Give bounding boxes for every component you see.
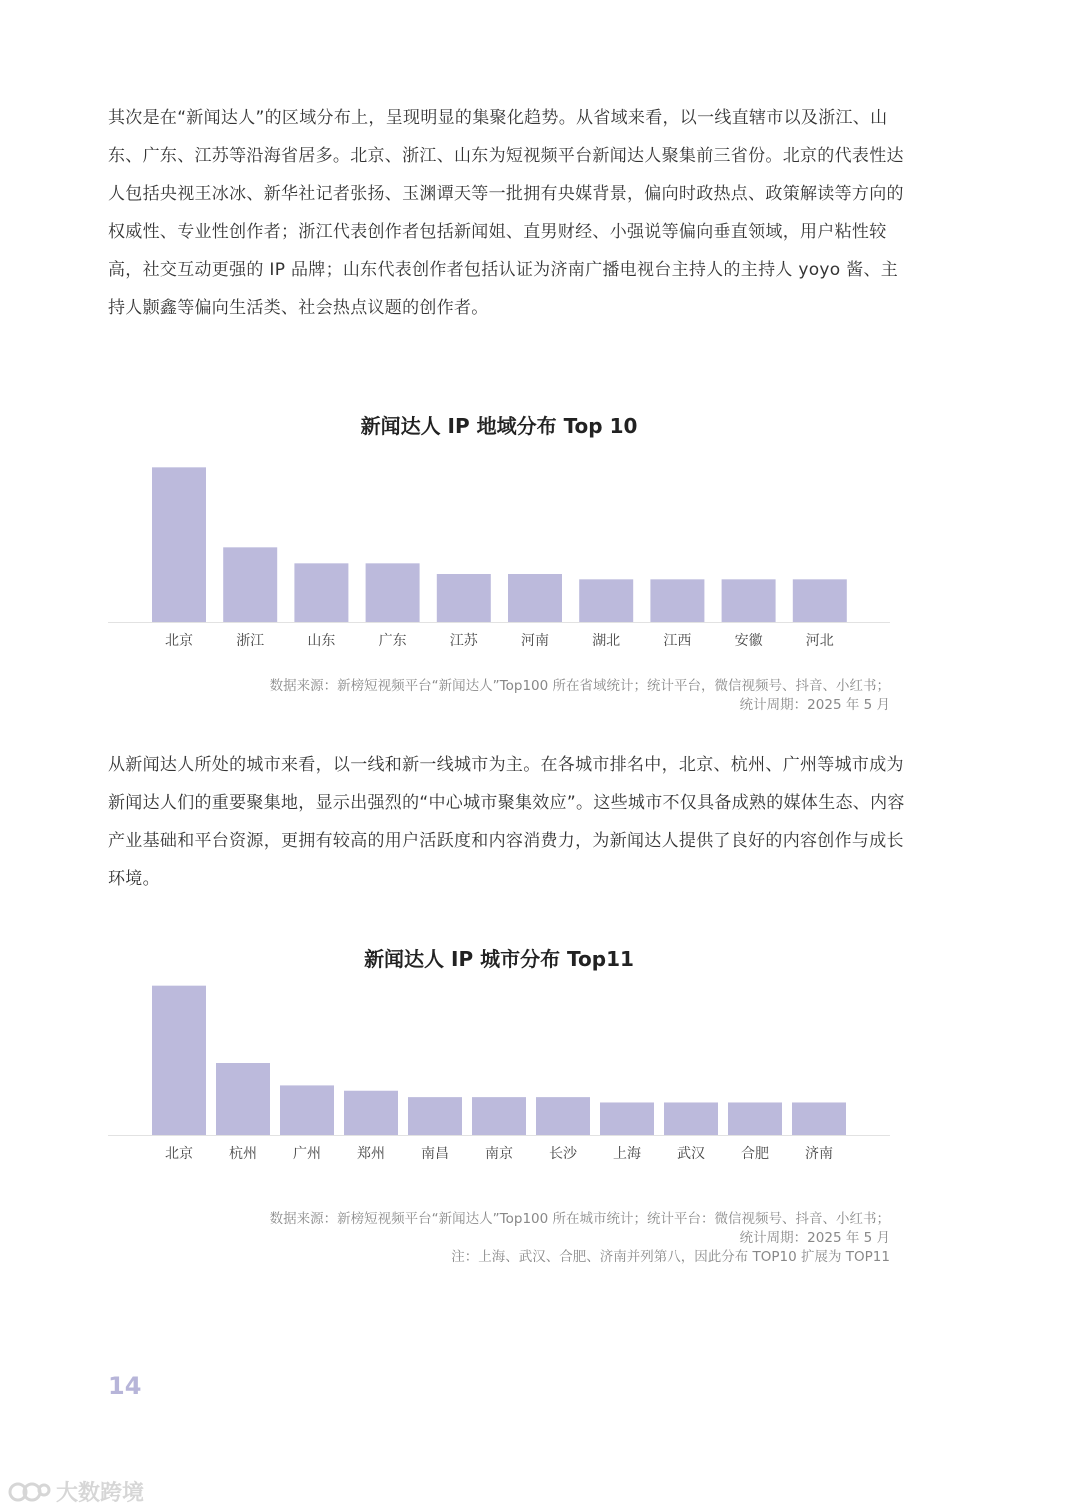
bar-上海 (600, 1102, 654, 1135)
x-tick-label: 北京 (165, 633, 193, 649)
bar-济南 (792, 1102, 846, 1135)
bar-江西 (650, 579, 704, 622)
x-tick-label: 湖北 (592, 633, 621, 649)
bar-广州 (280, 1085, 334, 1135)
x-tick-label: 郑州 (357, 1146, 385, 1162)
x-tick-label: 江苏 (449, 633, 478, 649)
x-tick-label: 江西 (663, 633, 692, 649)
bar-广东 (366, 563, 420, 622)
x-tick-label: 南昌 (421, 1146, 449, 1162)
bar-湖北 (579, 579, 633, 622)
body-paragraph-1: 其次是在“新闻达人”的区域分布上，呈现明显的集聚化趋势。从省域来看，以一线直辖市以及浙江、山东、广东、江苏等沿海省居多。北京、浙江、山东为短视频平台新闻达人聚集前三省份。北京的代表性达人包括央视王冰冰、新华社记者张扬、玉渊谭天等一批拥有央媒背景，偏向时政热点、政策解读等方向的权威性、专业性创作者；浙江代表创作者包括新闻姐、直男财经、小强说等偏向垂直领域，用户粘性较高，社交互动更强的 IP 品牌；山东代表创作者包括认证为济南广播电视台主持人的主持人 yoyo 酱、主持人颢鑫等偏向生活类、社会热点议题的创作者。 (108, 108, 904, 318)
x-tick-label: 河北 (805, 633, 834, 649)
bar-江苏 (437, 574, 491, 622)
x-tick-label: 浙江 (236, 633, 265, 649)
bar-南昌 (408, 1097, 462, 1135)
bar-武汉 (664, 1102, 718, 1135)
x-tick-label: 广州 (293, 1146, 321, 1162)
bar-河南 (508, 574, 562, 622)
body-paragraph-2: 从新闻达人所处的城市来看，以一线和新一线城市为主。在各城市排名中，北京、杭州、广州等城市成为新闻达人们的重要聚集地，显示出强烈的“中心城市聚集效应”。这些城市不仅具备成熟的媒体生态、内容产业基础和平台资源，更拥有较高的用户活跃度和内容消费力，为新闻达人提供了良好的内容创作与成长环境。 (108, 755, 905, 889)
bar-安徽 (722, 579, 776, 622)
bar-山东 (294, 563, 348, 622)
chart-source-city (270, 1210, 890, 1267)
watermark (8, 1476, 144, 1507)
bar-河北 (793, 579, 847, 622)
x-tick-label: 合肥 (741, 1146, 769, 1162)
bar-南京 (472, 1097, 526, 1135)
province-bar-chart (108, 462, 890, 652)
bar-长沙 (536, 1097, 590, 1135)
source-line: 数据来源：新榜短视频平台“新闻达人”Top100 所在省域统计；统计平台，微信视频号、抖音、小红书； (269, 678, 890, 694)
x-tick-label: 北京 (165, 1146, 193, 1162)
page-number: 14 (108, 1372, 142, 1400)
x-tick-label: 山东 (307, 633, 336, 649)
bar-杭州 (216, 1063, 270, 1135)
chart-title-province: 新闻达人 IP 地域分布 Top 10 (360, 414, 638, 438)
x-tick-label: 武汉 (677, 1146, 705, 1162)
source-line: 统计周期：2025 年 5 月 (739, 1230, 890, 1246)
city-bar-chart (108, 975, 890, 1165)
chart-source-province (270, 677, 890, 715)
x-tick-label: 安徽 (734, 633, 763, 649)
x-tick-label: 济南 (805, 1146, 833, 1162)
bar-合肥 (728, 1102, 782, 1135)
x-tick-label: 河南 (521, 633, 549, 649)
watermark-logo-icon (8, 1480, 52, 1504)
watermark-text: 大数跨境 (56, 1481, 145, 1506)
bar-郑州 (344, 1091, 398, 1135)
x-tick-label: 杭州 (229, 1146, 257, 1162)
x-tick-label: 上海 (613, 1146, 641, 1162)
chart-title-city: 新闻达人 IP 城市分布 Top11 (364, 947, 634, 971)
bar-北京 (152, 467, 206, 622)
source-line: 统计周期：2025 年 5 月 (739, 697, 890, 713)
bar-浙江 (223, 547, 277, 622)
x-tick-label: 长沙 (549, 1146, 577, 1162)
source-note: 注：上海、武汉、合肥、济南并列第八，因此分布 TOP10 扩展为 TOP11 (451, 1249, 890, 1265)
source-line: 数据来源：新榜短视频平台“新闻达人”Top100 所在城市统计；统计平台：微信视频号、抖音、小红书； (269, 1211, 890, 1227)
x-tick-label: 南京 (485, 1146, 513, 1162)
x-tick-label: 广东 (378, 633, 407, 649)
bar-北京 (152, 986, 206, 1135)
